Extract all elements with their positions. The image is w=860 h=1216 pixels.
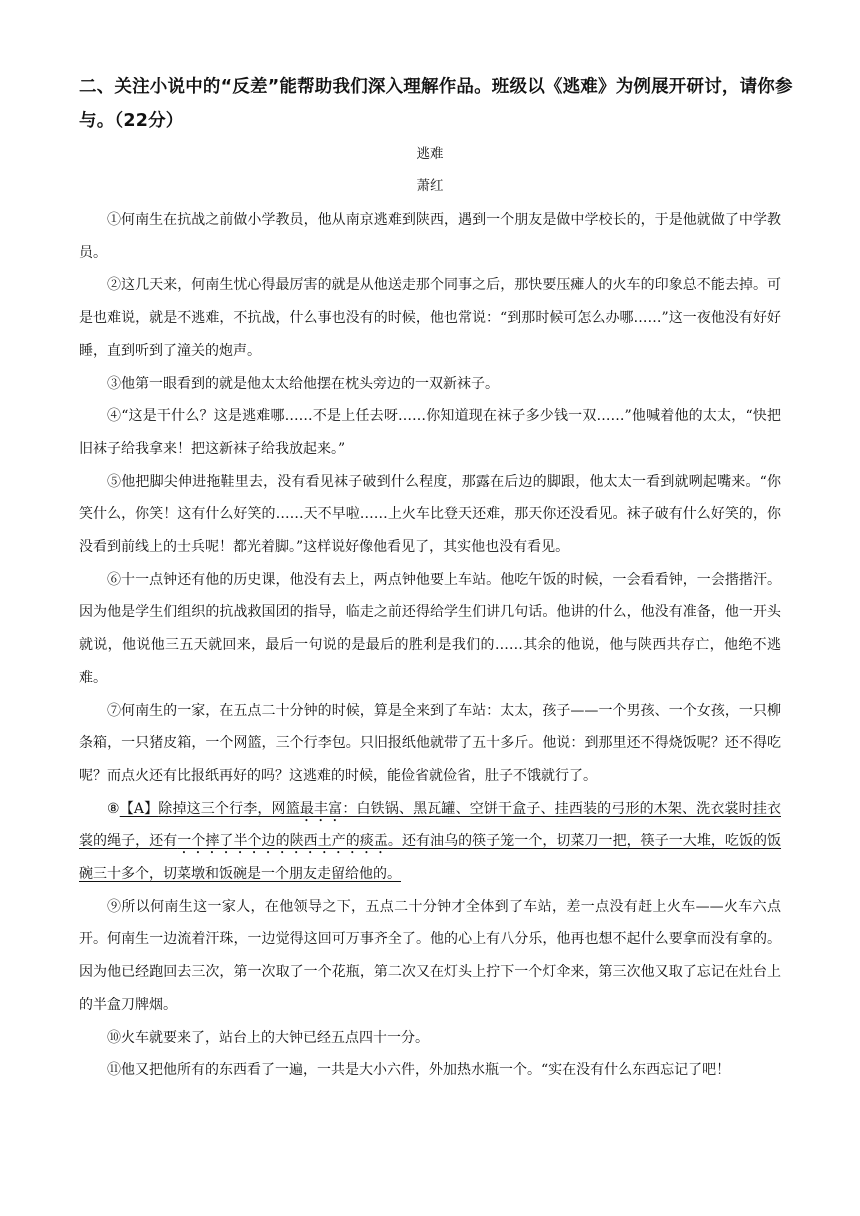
paragraph-11: ⑪他又把他所有的东西看了一遍，一共是大小六件，外加热水瓶一个。“实在没有什么东西忘记了吧！ bbox=[107, 1062, 731, 1079]
paragraph-5: ⑤他把脚尖伸进拖鞋里去，没有看见袜子破到什么程度，那露在后边的脚跟，他太太一看到就咧起嘴来。“你笑什么，你笑！这有什么好笑的……天不早啦……上火车比登天还难，那天你还没看见。袜子破有什么好笑的，你没看到前线上的士兵呢！都光着脚。”这样说好像他看见了，其实他也没有看见。 bbox=[79, 473, 781, 556]
paragraph-1: ①何南生在抗战之前做小学教员，他从南京逃难到陕西，遇到一个朋友是做中学校长的，于是他就做了中学教员。 bbox=[79, 212, 781, 261]
paragraph-2: ②这几天来，何南生忧心得最厉害的就是从他送走那个同事之后，那快要压瘫人的火车的印象总不能去掉。可是也难说，就是不逃难，不抗战，什么事也没有的时候，他也常说：“到那时候可怎么办哪……”这一夜他没有好好睡，直到听到了潼关的炮声。 bbox=[79, 277, 781, 359]
story-body bbox=[79, 204, 781, 1087]
paragraph-4: ④“这是干什么？这是逃难哪……不是上任去呀……你知道现在袜子多少钱一双……”他喊着他的太太，“快把旧袜子给我拿来！把这新袜子给我放起来。” bbox=[79, 408, 781, 457]
paragraph-7: ⑦何南生的一家，在五点二十分钟的时候，算是全来到了车站：太太，孩子——一个男孩、一个女孩，一只柳条箱，一只猪皮箱，一个网篮，三个行李包。只旧报纸他就带了五十多斤。他说：到那里还不得烧饭呢？还不得吃呢？而点火还有比报纸再好的吗？这逃难的时候，能俭省就俭省，肚子不饿就行了。 bbox=[79, 702, 781, 784]
question-heading: 二、关注小说中的“反差”能帮助我们深入理解作品。班级以《逃难》为例展开研讨，请你参与。（22分） bbox=[79, 77, 793, 131]
paragraph-10: ⑩火车就要来了，站台上的大钟已经五点四十一分。 bbox=[107, 1029, 429, 1046]
paragraph-9: ⑨所以何南生这一家人，在他领导之下，五点二十分钟才全体到了车站，差一点没有赶上火车——火车六点开。何南生一边流着汗珠，一边觉得这回可万事齐全了。他的心上有八分乐，他再也想不起什么要拿而没有拿的。因为他已经跑回去三次，第一次取了一个花瓶，第二次又在灯头上拧下一个灯伞来，第三次他又取了忘记在灶台上的半盒刀牌烟。 bbox=[79, 898, 781, 1013]
story-title: 逃难 bbox=[416, 146, 444, 162]
paragraph-8-text-a: 除掉这三个行李，网篮 bbox=[158, 800, 300, 817]
paragraph-8-marked-passage bbox=[79, 801, 781, 882]
story-author: 萧红 bbox=[416, 178, 444, 194]
paragraph-6: ⑥十一点钟还有他的历史课，他没有去上，两点钟他要上车站。他吃午饭的时候，一会看看钟，一会揩揩汗。因为他是学生们组织的抗战救国团的指导，临走之前还得给学生们讲几句话。他讲的什么，他没有准备，他一开头就说，他说他三五天就回来，最后一句说的是最后的胜利是我们的……其余的他说，他与陕西共存亡，他绝不逃难。 bbox=[79, 571, 781, 686]
passage-mark-a: 【A】 bbox=[119, 800, 159, 817]
paragraph-3: ③他第一眼看到的就是他太太给他摆在枕头旁边的一双新袜子。 bbox=[107, 375, 499, 392]
paragraph-8-text-c: ：白铁锅、黑瓦罐、空饼干盒子、挂西装的弓形的木架、洗衣裳时挂衣裳的绳子，还有 bbox=[79, 800, 781, 850]
emphasis-richest: 最丰富 bbox=[299, 800, 343, 817]
paragraph-8-text-e: 。还有油乌的筷子笼一个，切菜刀一把，筷子一大堆，吃饭的饭碗三十多个，切菜墩和饭碗是一个朋友走留给他的。 bbox=[79, 833, 782, 883]
paragraph-8-number: ⑧ bbox=[107, 800, 120, 817]
emphasis-spittoon: 一个摔了半个边的陕西土产的痰盂 bbox=[177, 833, 388, 850]
paragraph-8 bbox=[79, 793, 781, 891]
